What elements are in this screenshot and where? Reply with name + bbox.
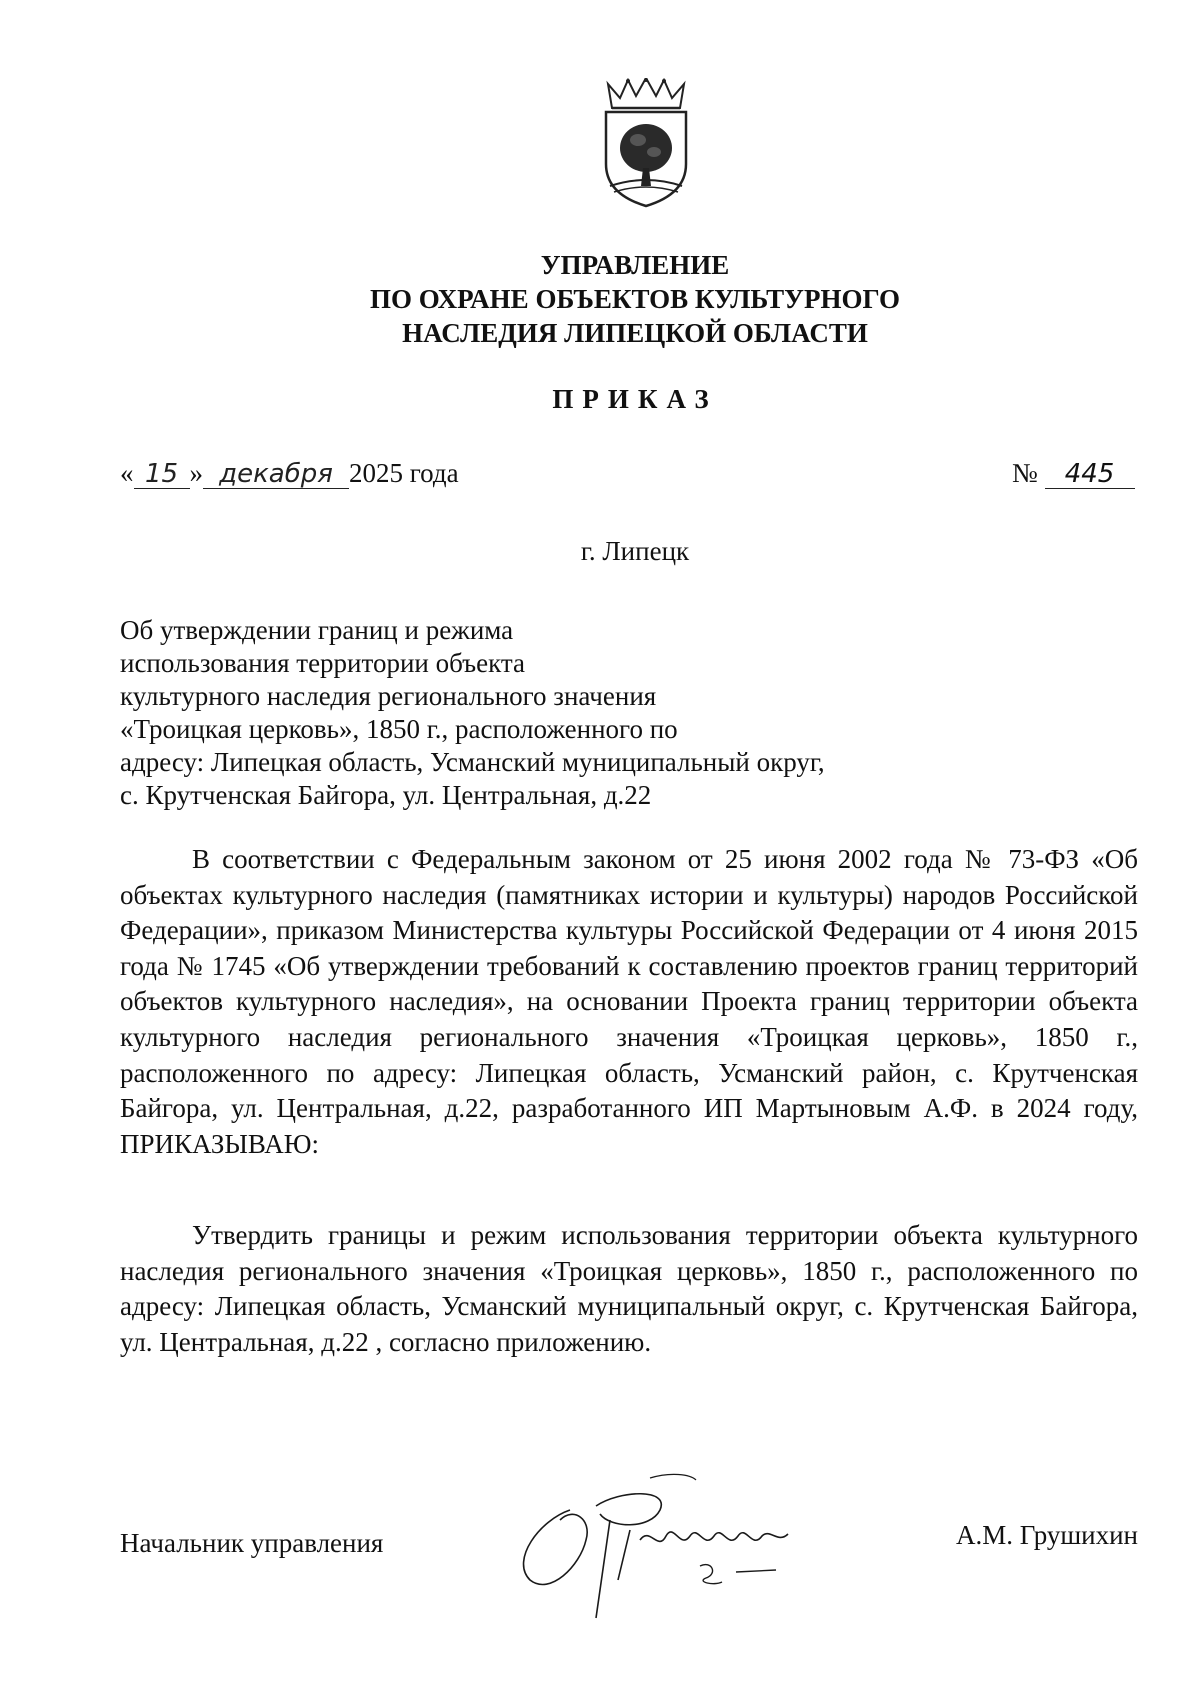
order-date [120, 458, 459, 498]
agency-line: УПРАВЛЕНИЕ [540, 250, 730, 280]
number-label: № [1012, 458, 1038, 488]
agency-line: ПО ОХРАНЕ ОБЪЕКТОВ КУЛЬТУРНОГО [370, 284, 900, 314]
subject-line: «Троицкая церковь», 1850 г., расположенного по [120, 714, 678, 744]
order-month: декабря [203, 460, 349, 489]
signatory-name: А.М. Грушихин [956, 1520, 1138, 1550]
order-subject [120, 614, 920, 812]
signatory-title: Начальник управления [120, 1528, 384, 1558]
agency-line: НАСЛЕДИЯ ЛИПЕЦКОЙ ОБЛАСТИ [402, 318, 868, 348]
subject-line: адресу: Липецкая область, Усманский муниципальный округ, [120, 747, 825, 777]
number-value: 445 [1045, 460, 1135, 489]
body-paragraph-basis: В соответствии с Федеральным законом от 25 июня 2002 года № 73-ФЗ «Об объектах культурного наследия (памятниках истории и культуры) народов Российской Федерации», приказом Министерства культуры Российской Федерации от 4 июня 2015 года № 1745 «Об утверждении требований к составлению проектов границ территорий объектов культурного наследия», на основании Проекта границ территории объекта культурного наследия регионального значения «Троицкая церковь», 1850 г., расположенного по адресу: Липецкая область, Усманский район, с. Крутченская Байгора, ул. Центральная, д.22, разработанного ИП Мартыновым А.Ф. в 2024 году, ПРИКАЗЫВАЮ: [120, 844, 1138, 1159]
subject-line: Об утверждении границ и режима [120, 615, 514, 645]
order-year: 2025 года [349, 458, 459, 488]
body-paragraph-resolution: Утвердить границы и режим использования территории объекта культурного наследия регионального значения «Троицкая церковь», 1850 г., расположенного по адресу: Липецкая область, Усманский муниципальный округ, с. Крутченская Байгора, ул. Центральная, д.22 , согласно приложению. [120, 1220, 1138, 1357]
coat-of-arms-emblem [598, 78, 694, 208]
subject-line: с. Крутченская Байгора, ул. Центральная, д.22 [120, 780, 652, 810]
order-number [1012, 458, 1135, 489]
agency-name [0, 248, 1200, 350]
quote-open: « [120, 458, 134, 488]
order-day: 15 [134, 460, 190, 489]
handwritten-signature [500, 1470, 880, 1620]
subject-line: использования территории объекта [120, 648, 525, 678]
quote-close: » [189, 458, 203, 488]
subject-line: культурного наследия регионального значения [120, 681, 657, 711]
city: г. Липецк [580, 536, 690, 566]
order-title: ПРИКАЗ [552, 384, 718, 414]
